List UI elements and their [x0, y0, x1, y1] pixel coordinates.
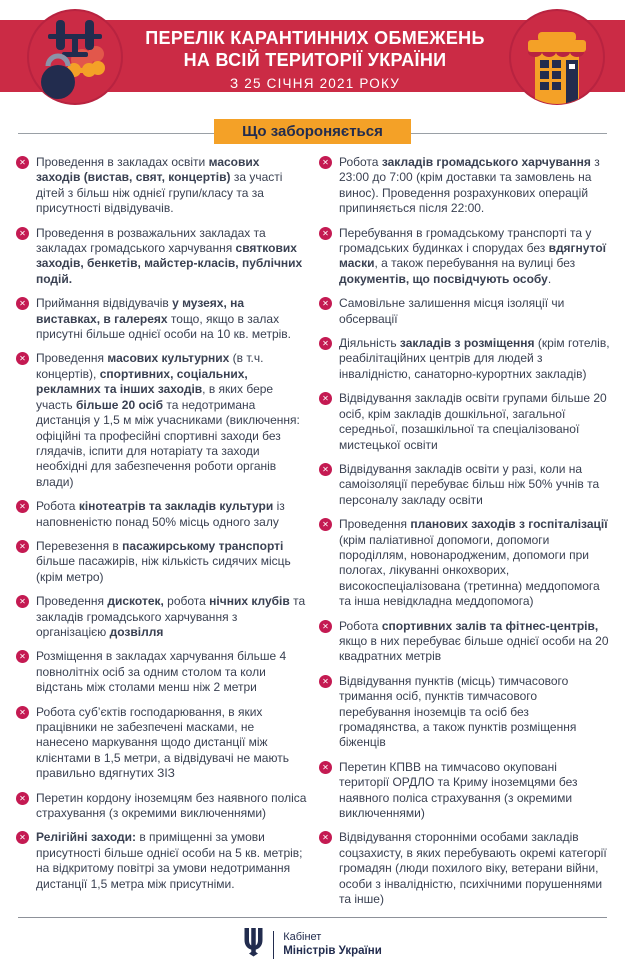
text-segment: (крім готелів, реабілітаційних центрів для людей з інвалідністю, санаторно-курортних закладів)	[339, 336, 610, 381]
restriction-item	[319, 830, 610, 907]
restriction-item	[319, 674, 610, 751]
restriction-item	[16, 649, 307, 695]
text-segment: та недотримана дистанція у 1,5 м між учасниками (виключення: офіційні та професійні спортивні заходи без глядачів, іспити для нотаріату та заходи необхідні для забезпечення роботи органів влади)	[36, 397, 300, 489]
section-badge: Що забороняється	[214, 119, 411, 144]
restriction-text	[339, 155, 610, 217]
text-segment: Робота	[339, 618, 382, 633]
text-segment: Самовільне залишення місця ізоляції чи обсервації	[339, 296, 565, 326]
restriction-text	[36, 499, 307, 530]
text-segment: кінотеатрів та закладів культури	[78, 499, 274, 514]
organization-name	[283, 931, 382, 958]
text-segment: Відвідування закладів освіти групами більше 20 осіб, крім закладів дошкільної, загальної середньої, позашкільної та спеціалізованої мистецької освіти	[339, 391, 607, 452]
prohibited-x-icon: ✕	[16, 706, 29, 719]
restriction-text	[36, 649, 307, 695]
prohibited-x-icon: ✕	[319, 620, 332, 633]
prohibited-x-icon: ✕	[16, 297, 29, 310]
text-segment: робота	[163, 594, 210, 609]
restriction-text	[339, 296, 610, 327]
tryzub-trident-icon	[243, 927, 264, 962]
prohibited-x-icon: ✕	[319, 675, 332, 688]
restriction-item	[319, 619, 610, 665]
restriction-item	[16, 705, 307, 782]
text-segment: Робота	[36, 499, 79, 514]
text-segment: Проведення в закладах освіти	[36, 155, 209, 169]
prohibited-x-icon: ✕	[319, 831, 332, 844]
text-segment: Робота суб’єктів господарювання, в яких працівники не забезпечені масками, не нанесено маркування щодо дистанції між клієнтами в 1,5 метри, а відвідувачі не мають правильно вдягнутих ЗІЗ	[36, 704, 289, 781]
section-header-row	[0, 119, 625, 147]
text-segment: дискотек,	[107, 594, 164, 609]
text-segment: планових заходів з госпіталізації	[410, 517, 608, 532]
prohibited-x-icon: ✕	[319, 227, 332, 240]
text-segment: дозвілля	[109, 624, 164, 639]
restriction-item	[319, 462, 610, 508]
restriction-text	[339, 462, 610, 508]
restriction-text	[339, 336, 610, 382]
restriction-item	[319, 296, 610, 327]
text-segment: .	[547, 271, 552, 286]
restriction-text	[339, 391, 610, 453]
text-segment: у музеях, на виставках, в галереях	[36, 296, 245, 326]
text-segment: нічних клубів	[209, 594, 290, 609]
text-segment: масових заходів (вистав, свят, концертів)	[36, 155, 260, 185]
prohibited-x-icon: ✕	[16, 831, 29, 844]
prohibited-x-icon: ✕	[319, 156, 332, 169]
restrictions-column-right	[319, 155, 610, 907]
text-segment: Перевезення в	[36, 538, 123, 553]
header-titles	[130, 27, 500, 91]
text-segment: спортивних, соціальних, рекламних та інших заходів	[36, 366, 248, 397]
restriction-item	[16, 594, 307, 640]
text-segment: за участі дітей з більш ніж однієї групи/класу та за присутності відвідувачів.	[36, 170, 283, 216]
restriction-text	[36, 351, 307, 490]
footer	[0, 918, 625, 962]
storefront-icon	[508, 8, 606, 106]
text-segment: тощо, якщо в залах присутні більше однієї особи на 10 кв. метрів.	[36, 311, 291, 342]
restriction-item	[16, 155, 307, 217]
text-segment: Відвідування сторонніми особами закладів соцзахисту, в яких перебувають окремі категорії громадян (люди похилого віку, ветерани війни, особи з інвалідністю, психічними порушеннями та інше)	[339, 830, 607, 907]
text-segment: із наповненістю понад 50% місць одного залу	[36, 499, 285, 529]
text-segment: спортивних залів та фітнес-центрів,	[381, 618, 599, 633]
text-segment: в приміщенні за умови присутності більше однієї особи на 5 кв. метрів; на відкритому повітрі за умови недотримання дистанції 1,5 метра між присутніми.	[36, 830, 303, 891]
restriction-text	[36, 791, 307, 822]
restriction-text	[339, 517, 610, 609]
restriction-text	[36, 539, 307, 585]
text-segment: Перебування в громадському транспорті та у громадських будинках і спорудах без	[339, 225, 592, 256]
gym-equipment-icon	[26, 8, 124, 106]
restriction-text	[339, 674, 610, 751]
header-banner	[0, 0, 625, 110]
text-segment: Проведення	[36, 351, 108, 366]
page-title-line1: ПЕРЕЛІК КАРАНТИННИХ ОБМЕЖЕНЬ	[145, 28, 485, 48]
prohibited-x-icon: ✕	[16, 500, 29, 513]
restriction-item	[319, 391, 610, 453]
restriction-text	[339, 226, 610, 288]
text-segment: з 23:00 до 7:00 (крім доставки та замовлень на винос). Проведення розрахункових операцій припиняється після 22:00.	[339, 155, 600, 216]
text-segment: вдягнутої маски	[339, 241, 607, 271]
restriction-text	[339, 619, 610, 665]
restriction-item	[319, 226, 610, 288]
text-segment: Приймання відвідувачів	[36, 296, 173, 311]
restriction-text	[36, 155, 307, 217]
text-segment: Проведення в розважальних закладах та закладах громадського харчування	[36, 225, 266, 256]
text-segment: Відвідування закладів освіти у разі, коли на самоізоляції перебуває більш ніж 50% учнів та персоналу закладу освіти	[339, 461, 600, 507]
restriction-item	[16, 791, 307, 822]
restriction-item	[319, 760, 610, 822]
prohibited-x-icon: ✕	[16, 595, 29, 608]
prohibited-x-icon: ✕	[319, 463, 332, 476]
prohibited-x-icon: ✕	[16, 156, 29, 169]
restrictions-column-left	[16, 155, 307, 907]
effective-date: З 25 СІЧНЯ 2021 РОКУ	[229, 76, 400, 91]
text-segment: Відвідування пунктів (місць) тимчасового тримання осіб, пунктів тимчасового перебування іноземців та осіб без громадянства, а також пунктів розміщення біженців	[339, 673, 577, 750]
organization-line1: Кабінет	[283, 931, 322, 944]
page-title-line2: НА ВСІЙ ТЕРИТОРІЇ УКРАЇНИ	[183, 50, 447, 70]
text-segment: Перетин КПВВ на тимчасово окуповані території ОРДЛО та Криму іноземцями без наявного поліса страхування (з окремими виключеннями)	[339, 759, 578, 821]
prohibited-x-icon: ✕	[16, 792, 29, 805]
restriction-item	[16, 539, 307, 585]
text-segment: пасажирському транспорті	[122, 538, 284, 553]
text-segment: Розміщення в закладах харчування більше 4 повнолітніх осіб за одним столом та коли відстань між столами менш ніж 2 метри	[36, 649, 287, 695]
text-segment: якщо в них перебуває більше однієї особи на 20 квадратних метрів	[339, 633, 609, 664]
prohibited-x-icon: ✕	[319, 392, 332, 405]
text-segment: масових культурних	[107, 351, 230, 366]
text-segment: , а також перебування на вулиці без	[374, 256, 576, 271]
text-segment: Перетин кордону іноземцям без наявного поліса страхування (з окремими виключеннями)	[36, 790, 307, 821]
text-segment: (крім паліативної допомоги, допомоги породіллям, новонародженим, допомоги при пологах, лікуванні онкохворих, високоспеціалізована (третинна) меддопомога та інша невідкладна меддопомога)	[339, 532, 600, 609]
text-segment: (в т.ч. концертів),	[36, 351, 264, 381]
prohibited-x-icon: ✕	[319, 297, 332, 310]
prohibited-x-icon: ✕	[16, 227, 29, 240]
restriction-item	[16, 830, 307, 892]
restriction-text	[339, 830, 610, 907]
text-segment: закладів громадського харчування	[381, 155, 591, 169]
restriction-item	[16, 351, 307, 490]
restriction-item	[16, 499, 307, 530]
restriction-item	[319, 517, 610, 609]
restriction-item	[319, 336, 610, 382]
prohibited-x-icon: ✕	[319, 337, 332, 350]
text-segment: Робота	[339, 155, 382, 169]
restriction-text	[339, 760, 610, 822]
text-segment: більше пасажирів, ніж кількість сидячих місць (крім метро)	[36, 554, 291, 584]
prohibited-x-icon: ✕	[16, 352, 29, 365]
text-segment: Проведення	[339, 517, 411, 532]
text-segment: документів, що посвідчують особу	[339, 271, 548, 286]
restriction-item	[319, 155, 610, 217]
restriction-item	[16, 296, 307, 342]
prohibited-x-icon: ✕	[16, 650, 29, 663]
text-segment: більше 20 осіб	[76, 397, 164, 412]
footer-logo-divider	[273, 931, 274, 959]
text-segment: Релігійні заходи:	[36, 830, 136, 845]
prohibited-x-icon: ✕	[319, 761, 332, 774]
restriction-text	[36, 705, 307, 782]
text-segment: та закладів громадського харчування з організацією	[36, 594, 306, 639]
restriction-text	[36, 830, 307, 892]
prohibited-x-icon: ✕	[319, 518, 332, 531]
text-segment: святкових заходів, бенкетів, майстер-класів, публічних подій.	[36, 241, 303, 286]
text-segment: Проведення	[36, 594, 108, 609]
prohibited-x-icon: ✕	[16, 540, 29, 553]
restriction-item	[16, 226, 307, 288]
restrictions-list	[0, 147, 625, 907]
restriction-text	[36, 226, 307, 288]
text-segment: , в яких бере участь	[36, 382, 274, 412]
restriction-text	[36, 594, 307, 640]
organization-line2: Міністрів України	[283, 945, 382, 958]
restriction-text	[36, 296, 307, 342]
text-segment: Діяльність	[339, 336, 400, 351]
text-segment: закладів з розміщення	[399, 336, 535, 351]
